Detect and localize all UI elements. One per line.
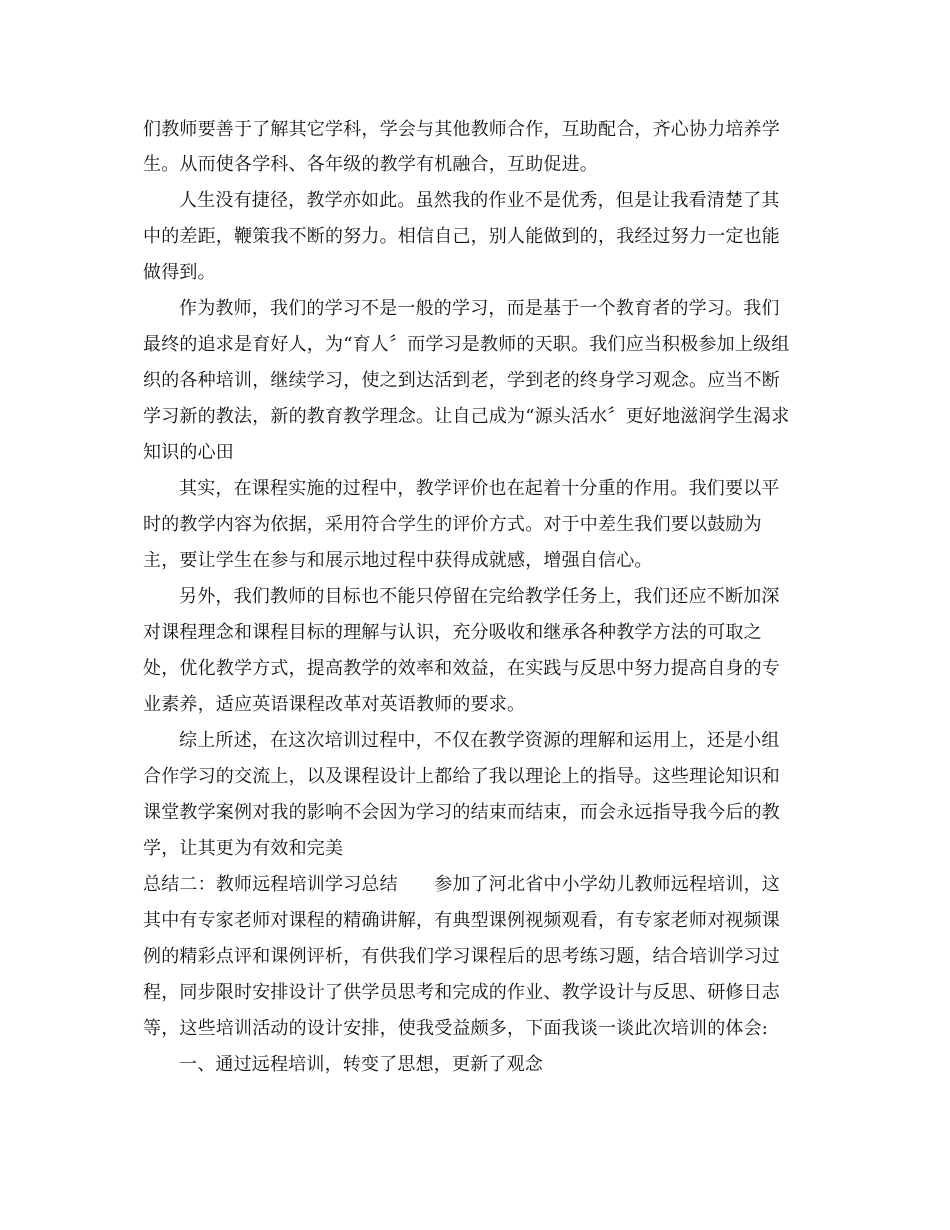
paragraph-first-line: 人生没有捷径，教学亦如此。虽然我的作业不是优秀，但是让我看清楚了其 [179, 190, 780, 211]
text-line: 对课程理念和课程目标的理解与认识，充分吸收和继承各种教学方法的可取之 [143, 622, 762, 643]
text-line: 最终的追求是育好人，为“育人〞而学习是教师的天职。我们应当积极参加上级组 [143, 334, 790, 355]
text-line: 主，要让学生在参与和展示地过程中获得成就感，增强自信心。 [143, 550, 653, 571]
text-line: 知识的心田 [143, 442, 234, 463]
text-line: 时的教学内容为依据，采用符合学生的评价方式。对于中差生我们要以鼓励为 [143, 514, 762, 535]
paragraph-first-line: 其实，在课程实施的过程中，教学评价也在起着十分重的作用。我们要以平 [179, 478, 780, 499]
text-line: 等，这些培训活动的设计安排，使我受益颇多，下面我谈一谈此次培训的体会: [143, 1018, 769, 1039]
text-line: 程，同步限时安排设计了供学员思考和完成的作业、教学设计与反思、研修日志 [143, 982, 780, 1003]
paragraph-first-line: 综上所述，在这次培训过程中，不仅在教学资源的理解和运用上，还是小组 [179, 730, 780, 751]
text-line: 例的精彩点评和课例评析，有供我们学习课程后的思考练习题，结合培训学习过 [143, 946, 780, 967]
text-line: 课堂教学案例对我的影响不会因为学习的结束而结束，而会永远指导我今后的教 [143, 802, 780, 823]
text-line: 们教师要善于了解其它学科，学会与其他教师合作，互助配合，齐心协力培养学 [143, 119, 780, 140]
text-line: 其中有专家老师对课程的精确讲解，有典型课例视频观看，有专家老师对视频课 [143, 910, 780, 931]
paragraph-first-line: 作为教师，我们的学习不是一般的学习，而是基于一个教育者的学习。我们 [179, 298, 780, 319]
text-line: 做得到。 [143, 262, 216, 283]
paragraph-first-line: 另外，我们教师的目标也不能只停留在完给教学任务上，我们还应不断加深 [179, 586, 780, 607]
text-line: 处，优化教学方式，提高教学的效率和效益，在实践与反思中努力提高自身的专 [143, 658, 780, 679]
subheading-line: 一、通过远程培训，转变了思想，更新了观念 [179, 1054, 543, 1075]
section-heading-line: 总结二：教师远程培训学习总结 参加了河北省中小学幼儿教师远程培训，这 [143, 874, 780, 895]
text-line: 合作学习的交流上，以及课程设计上都给了我以理论上的指导。这些理论知识和 [143, 766, 780, 787]
text-line: 中的差距，鞭策我不断的努力。相信自己，别人能做到的，我经过努力一定也能 [143, 226, 780, 247]
text-line: 学，让其更为有效和完美 [143, 838, 344, 859]
text-line: 织的各种培训，继续学习，使之到达活到老，学到老的终身学习观念。应当不断 [143, 370, 780, 391]
text-line: 生。从而使各学科、各年级的教学有机融合，互助促进。 [143, 154, 598, 175]
text-line: 业素养，适应英语课程改革对英语教师的要求。 [143, 694, 526, 715]
text-line: 学习新的教法，新的教育教学理念。让自己成为“源头活水〞更好地滋润学生渴求 [143, 406, 790, 427]
